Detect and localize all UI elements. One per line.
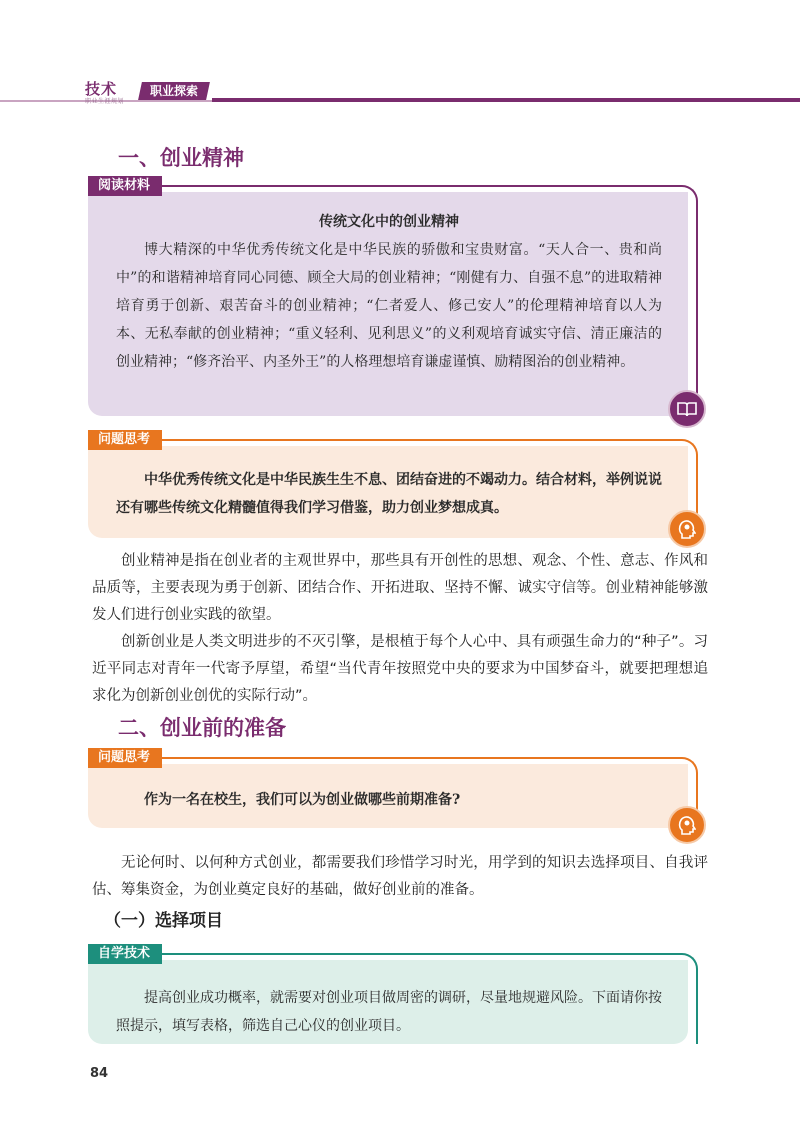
header-brand: 技术 — [85, 80, 118, 98]
question-label-1: 问题思考 — [88, 430, 162, 450]
section-title-2: 二、创业前的准备 — [118, 716, 286, 740]
page-number: 84 — [90, 1066, 109, 1081]
header-brand-sub: 职业生涯规划 — [85, 98, 125, 105]
question-label-2: 问题思考 — [88, 748, 162, 768]
section1-paragraph-2: 创新创业是人类文明进步的不灭引擎，是根植于每个人心中、具有顽强生命力的“种子”。习近平同志对青年一代寄予厚望，希望“当代青年按照党中央的要求为中国梦奋斗，就要把理想追求化为创新创业创优的实际行动”。 — [92, 634, 708, 704]
reading-material-box — [88, 176, 698, 416]
header-section-tag: 职业探索 — [138, 82, 210, 100]
question-box-2 — [88, 748, 698, 828]
header-rule — [212, 98, 800, 102]
subsection-title: （一）选择项目 — [104, 911, 223, 931]
head-idea-icon — [668, 806, 706, 844]
self-study-body: 提高创业成功概率，就需要对创业项目做周密的调研，尽量地规避风险。下面请你按照提示，填写表格，筛选自己心仪的创业项目。 — [116, 990, 662, 1034]
question-body-2: 作为一名在校生，我们可以为创业做哪些前期准备? — [144, 792, 461, 808]
section1-paragraph-1: 创业精神是指在创业者的主观世界中，那些具有开创性的思想、观念、个性、意志、作风和品质等，主要表现为勇于创新、团结合作、开拓进取、坚持不懈、诚实守信等。创业精神能够激发人们进行创业实践的欲望。 — [92, 553, 708, 623]
reading-body: 博大精深的中华优秀传统文化是中华民族的骄傲和宝贵财富。“天人合一、贵和尚中”的和谐精神培育同心同德、顾全大局的创业精神；“刚健有力、自强不息”的进取精神培育勇于创新、艰苦奋斗的创业精神；“仁者爱人、修己安人”的伦理精神培育以人为本、无私奉献的创业精神；“重义轻利、见利思义”的义利观培育诚实守信、清正廉洁的创业精神；“修齐治平、内圣外王”的人格理想培育谦虚谨慎、励精图治的创业精神。 — [116, 242, 662, 370]
self-study-box — [88, 944, 698, 1044]
page-header — [0, 78, 800, 104]
book-icon — [668, 390, 706, 428]
question-body-1: 中华优秀传统文化是中华民族生生不息、团结奋进的不竭动力。结合材料，举例说说还有哪些传统文化精髓值得我们学习借鉴，助力创业梦想成真。 — [116, 472, 662, 516]
section2-paragraph-1: 无论何时、以何种方式创业，都需要我们珍惜学习时光，用学到的知识去选择项目、自我评估、筹集资金，为创业奠定良好的基础，做好创业前的准备。 — [92, 855, 708, 898]
question-box-1 — [88, 430, 698, 538]
self-study-label: 自学技术 — [88, 944, 162, 964]
section-title-1: 一、创业精神 — [118, 146, 244, 170]
reading-heading: 传统文化中的创业精神 — [319, 214, 459, 230]
head-idea-icon — [668, 510, 706, 548]
reading-label: 阅读材料 — [88, 176, 162, 196]
